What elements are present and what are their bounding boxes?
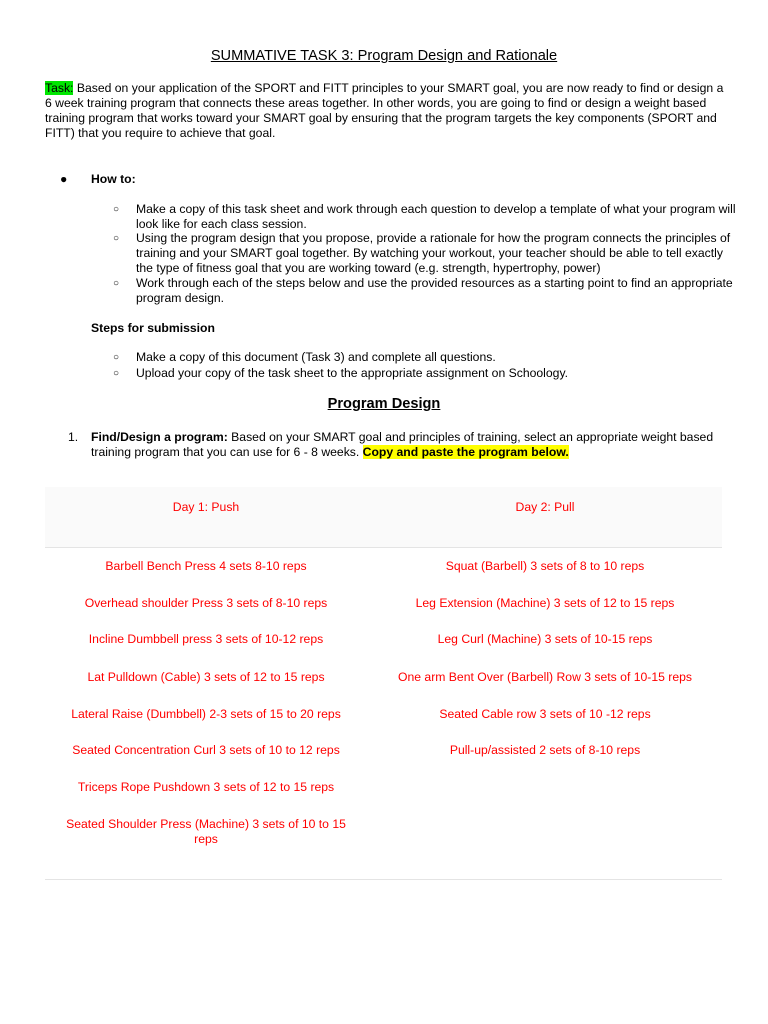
circle-bullet-icon: ○ [113, 233, 120, 244]
day1-exercise: Lat Pulldown (Cable) 3 sets of 12 to 15 reps [87, 670, 325, 684]
question-number: 1. [68, 430, 79, 444]
day1-exercise: Seated Shoulder Press (Machine) 3 sets of 10 to 15 reps [66, 817, 346, 846]
day1-exercise: Lateral Raise (Dumbbell) 2-3 sets of 15 to 20 reps [71, 707, 341, 721]
day1-exercise: Barbell Bench Press 4 sets 8-10 reps [105, 559, 307, 573]
day1-exercise: Incline Dumbbell press 3 sets of 10-12 reps [88, 632, 324, 646]
how-to-item: Work through each of the steps below and use the provided resources as a starting point to find an appropriate program design. [136, 276, 733, 305]
day1-exercise: Triceps Rope Pushdown 3 sets of 12 to 15 reps [77, 780, 335, 794]
steps-item: Upload your copy of the task sheet to the appropriate assignment on Schoology. [136, 366, 569, 380]
table-rule [45, 879, 722, 880]
how-to-item: Make a copy of this task sheet and work through each question to develop a template of what your program will look like for each class session. [136, 202, 736, 231]
steps-item: Make a copy of this document (Task 3) and complete all questions. [136, 350, 496, 364]
how-to-label: How to: [91, 172, 136, 186]
day1-exercise: Seated Concentration Curl 3 sets of 10 to 12 reps [72, 743, 340, 757]
day2-exercise: Leg Extension (Machine) 3 sets of 12 to 15 reps [415, 596, 675, 610]
day2-exercise: Leg Curl (Machine) 3 sets of 10-15 reps [437, 632, 653, 646]
circle-bullet-icon: ○ [113, 278, 120, 289]
circle-bullet-icon: ○ [113, 204, 120, 215]
question-text: Based on your SMART goal and principles of training, select an appropriate weight based training program that you can use for 6 - 8 weeks. [91, 430, 714, 459]
how-to-item: Using the program design that you propose, provide a rationale for how the program connects the principles of training and your SMART goal together. By watching your workout, your teacher should be able to tell exactly the type of fitness goal that you are working toward (e.g. strength, hypertrophy, power) [136, 231, 731, 275]
day1-exercise: Overhead shoulder Press 3 sets of 8-10 reps [84, 596, 328, 610]
table-rule [45, 547, 722, 548]
header-day-1: Day 1: Push [172, 500, 240, 514]
day2-exercise: One arm Bent Over (Barbell) Row 3 sets of 10-15 reps [398, 670, 692, 684]
day2-exercise: Seated Cable row 3 sets of 10 -12 reps [439, 707, 651, 721]
page-title: SUMMATIVE TASK 3: Program Design and Rationale [210, 48, 558, 64]
circle-bullet-icon: ○ [113, 368, 120, 379]
task-text: Based on your application of the SPORT and FITT principles to your SMART goal, you are now ready to find or design a 6 week training program that connects these areas together. In other words, you are going to find or design a weight based training program that works toward your SMART goal by ensuring that the program targets the key components (SPORT and FITT) that you require to achieve that goal. [45, 81, 724, 140]
steps-label: Steps for submission [91, 321, 215, 335]
question-highlight: Copy and paste the program below. [362, 445, 569, 459]
circle-bullet-icon: ○ [113, 352, 120, 363]
program-design-heading: Program Design [327, 396, 441, 412]
table-header-band [45, 487, 722, 547]
bullet-icon: ● [60, 172, 68, 186]
question-paragraph [91, 430, 731, 460]
header-day-2: Day 2: Pull [515, 500, 575, 514]
day2-exercise: Squat (Barbell) 3 sets of 8 to 10 reps [445, 559, 645, 573]
question-label: Find/Design a program: [91, 430, 228, 444]
task-label: Task: [45, 81, 74, 95]
day2-exercise: Pull-up/assisted 2 sets of 8-10 reps [449, 743, 641, 757]
task-paragraph [45, 81, 725, 141]
